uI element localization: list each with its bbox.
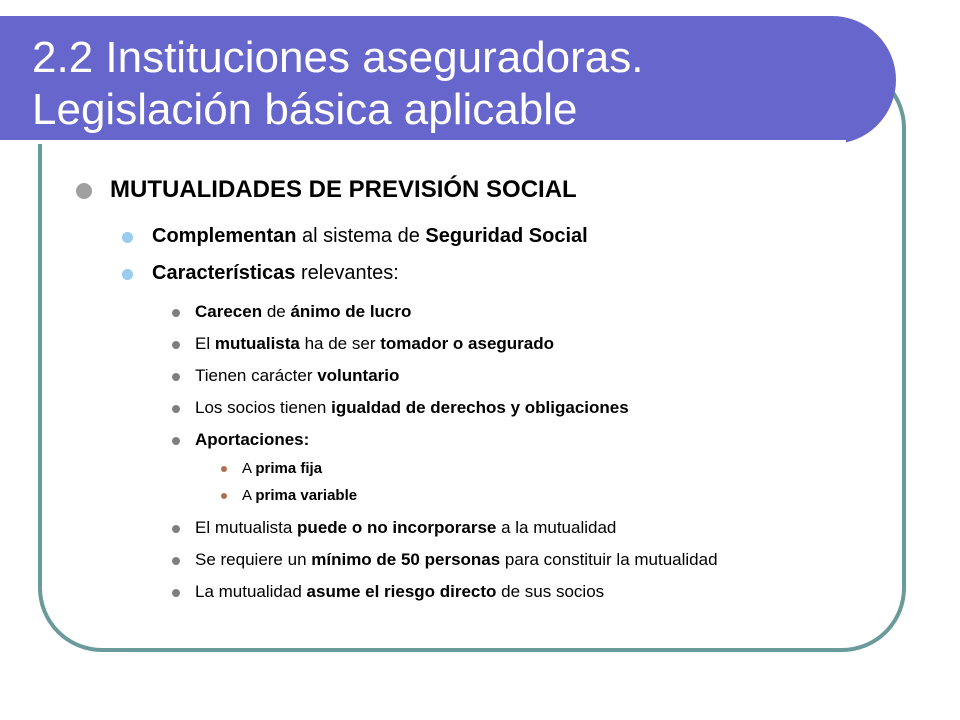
bullet-dot-l3 — [172, 525, 180, 533]
bullet-dot-l1 — [76, 183, 92, 199]
item-igualdad: Los socios tienen igualdad de derechos y obligaciones — [195, 398, 629, 417]
bullet-dot-l2 — [122, 232, 133, 243]
heading-mutualidades: MUTUALIDADES DE PREVISIÓN SOCIAL — [110, 176, 577, 203]
title-line-2: Legislación básica aplicable — [32, 85, 578, 134]
bullet-dot-l3 — [172, 341, 180, 349]
item-minimo-personas: Se requiere un mínimo de 50 personas para constituir la mutualidad — [195, 550, 718, 569]
bullet-dot-l3 — [172, 437, 180, 445]
bullet-dot-l2 — [122, 269, 133, 280]
bullet-dot-l3 — [172, 373, 180, 381]
bullet-dot-l3 — [172, 309, 180, 317]
item-mutualista-tomador: El mutualista ha de ser tomador o asegurado — [195, 334, 555, 353]
bullet-dot-l3 — [172, 589, 180, 597]
item-carecen: Carecen de ánimo de lucro — [195, 302, 412, 321]
item-prima-fija: A prima fija — [242, 460, 323, 477]
item-aportaciones: Aportaciones: — [195, 430, 310, 449]
bullet-dot-l4 — [221, 466, 227, 472]
item-riesgo-directo: La mutualidad asume el riesgo directo de sus socios — [195, 582, 605, 601]
bullet-dot-l4 — [221, 493, 227, 499]
item-complementan: Complementan al sistema de Seguridad Social — [152, 225, 588, 247]
item-voluntario: Tienen carácter voluntario — [195, 366, 400, 385]
title-line-1: 2.2 Instituciones aseguradoras. — [32, 33, 644, 82]
item-incorporarse: El mutualista puede o no incorporarse a la mutualidad — [195, 518, 617, 537]
item-prima-variable: A prima variable — [242, 487, 358, 504]
item-caracteristicas: Características relevantes: — [152, 262, 399, 284]
bullet-dot-l3 — [172, 557, 180, 565]
bullet-dot-l3 — [172, 405, 180, 413]
